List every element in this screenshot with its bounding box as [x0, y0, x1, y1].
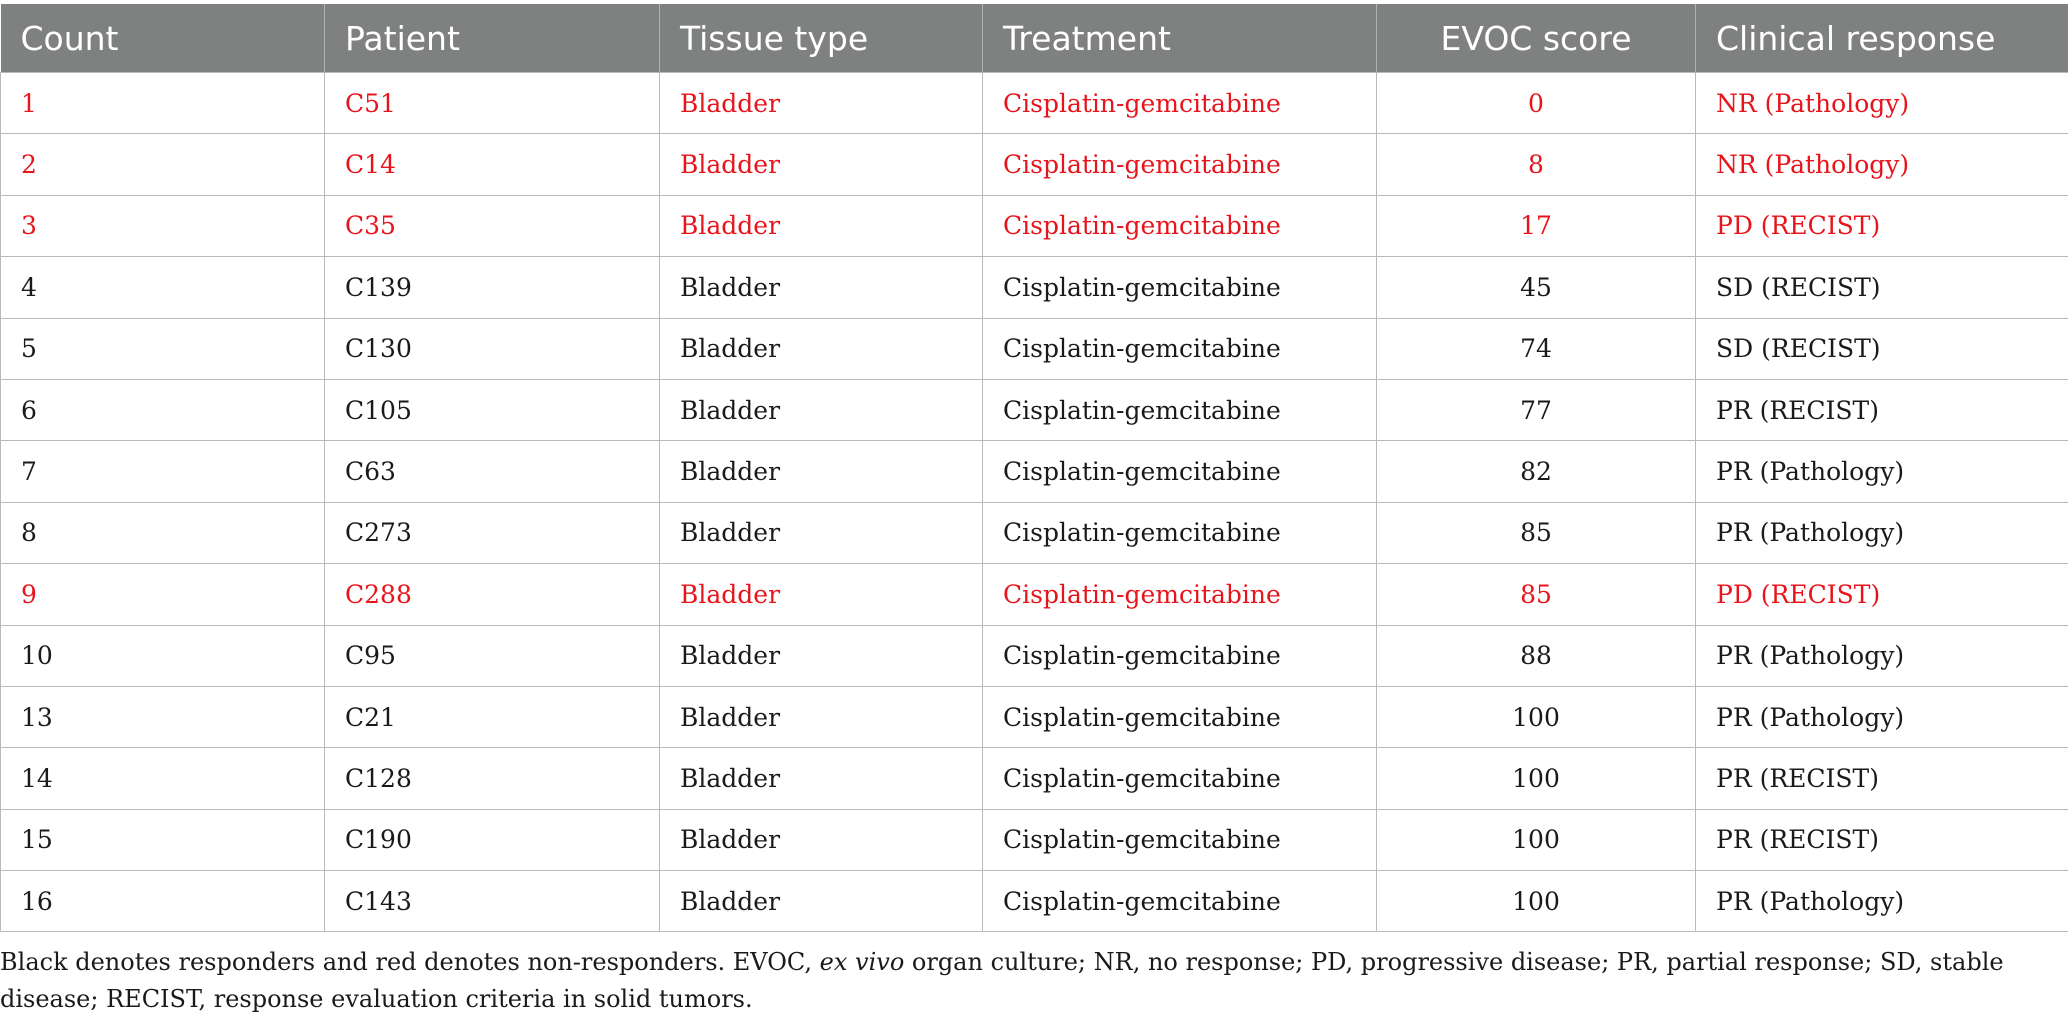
cell-evoc-score: 77 — [1377, 379, 1696, 440]
table-row — [1, 748, 2068, 809]
cell-count: 16 — [1, 871, 325, 932]
cell-treatment: Cisplatin-gemcitabine — [983, 257, 1377, 318]
table-row — [1, 625, 2068, 686]
table-row — [1, 134, 2068, 195]
cell-treatment: Cisplatin-gemcitabine — [983, 748, 1377, 809]
table-row — [1, 318, 2068, 379]
table-row — [1, 441, 2068, 502]
cell-evoc-score: 100 — [1377, 686, 1696, 747]
cell-patient: C139 — [325, 257, 660, 318]
cell-patient: C288 — [325, 564, 660, 625]
cell-tissue-type: Bladder — [660, 379, 983, 440]
cell-tissue-type: Bladder — [660, 134, 983, 195]
cell-evoc-score: 17 — [1377, 195, 1696, 256]
cell-patient: C63 — [325, 441, 660, 502]
cell-count: 5 — [1, 318, 325, 379]
cell-evoc-score: 0 — [1377, 73, 1696, 134]
cell-patient: C14 — [325, 134, 660, 195]
cell-tissue-type: Bladder — [660, 625, 983, 686]
cell-clinical-response: PR (Pathology) — [1696, 625, 2068, 686]
results-table — [0, 4, 2068, 932]
cell-clinical-response: PD (RECIST) — [1696, 564, 2068, 625]
footnote-text-1: Black denotes responders and red denotes non-responders. EVOC, — [0, 948, 820, 976]
table-row — [1, 686, 2068, 747]
cell-patient: C190 — [325, 809, 660, 870]
cell-count: 8 — [1, 502, 325, 563]
cell-clinical-response: PR (RECIST) — [1696, 748, 2068, 809]
cell-treatment: Cisplatin-gemcitabine — [983, 73, 1377, 134]
cell-count: 3 — [1, 195, 325, 256]
cell-patient: C273 — [325, 502, 660, 563]
cell-treatment: Cisplatin-gemcitabine — [983, 195, 1377, 256]
cell-patient: C35 — [325, 195, 660, 256]
cell-evoc-score: 8 — [1377, 134, 1696, 195]
cell-treatment: Cisplatin-gemcitabine — [983, 379, 1377, 440]
cell-count: 13 — [1, 686, 325, 747]
cell-count: 4 — [1, 257, 325, 318]
cell-tissue-type: Bladder — [660, 871, 983, 932]
header-patient: Patient — [325, 4, 660, 73]
cell-clinical-response: PR (Pathology) — [1696, 441, 2068, 502]
cell-count: 15 — [1, 809, 325, 870]
cell-patient: C95 — [325, 625, 660, 686]
header-clinical-response: Clinical response — [1696, 4, 2068, 73]
cell-count: 2 — [1, 134, 325, 195]
cell-clinical-response: NR (Pathology) — [1696, 134, 2068, 195]
table-row — [1, 257, 2068, 318]
cell-clinical-response: PR (RECIST) — [1696, 809, 2068, 870]
cell-treatment: Cisplatin-gemcitabine — [983, 502, 1377, 563]
cell-patient: C105 — [325, 379, 660, 440]
cell-clinical-response: SD (RECIST) — [1696, 257, 2068, 318]
cell-patient: C128 — [325, 748, 660, 809]
header-evoc-score: EVOC score — [1377, 4, 1696, 73]
cell-evoc-score: 85 — [1377, 502, 1696, 563]
header-treatment: Treatment — [983, 4, 1377, 73]
cell-clinical-response: PR (Pathology) — [1696, 502, 2068, 563]
footnote-text-2: organ culture; NR, no response; PD, progressive disease; PR, partial response; SD, stable disease; RECIST, response evaluation criteria in solid tumors. — [0, 948, 2004, 1013]
cell-tissue-type: Bladder — [660, 318, 983, 379]
cell-count: 9 — [1, 564, 325, 625]
cell-count: 6 — [1, 379, 325, 440]
cell-clinical-response: PR (Pathology) — [1696, 686, 2068, 747]
cell-patient: C143 — [325, 871, 660, 932]
table-footnote — [0, 944, 2050, 1018]
cell-tissue-type: Bladder — [660, 502, 983, 563]
cell-treatment: Cisplatin-gemcitabine — [983, 686, 1377, 747]
footnote-italic: ex vivo — [819, 948, 905, 976]
cell-evoc-score: 82 — [1377, 441, 1696, 502]
cell-count: 14 — [1, 748, 325, 809]
header-tissue-type: Tissue type — [660, 4, 983, 73]
cell-patient: C130 — [325, 318, 660, 379]
cell-count: 10 — [1, 625, 325, 686]
cell-treatment: Cisplatin-gemcitabine — [983, 441, 1377, 502]
cell-evoc-score: 100 — [1377, 871, 1696, 932]
header-row — [1, 4, 2068, 73]
cell-treatment: Cisplatin-gemcitabine — [983, 871, 1377, 932]
cell-tissue-type: Bladder — [660, 257, 983, 318]
cell-tissue-type: Bladder — [660, 809, 983, 870]
cell-tissue-type: Bladder — [660, 686, 983, 747]
cell-evoc-score: 100 — [1377, 809, 1696, 870]
cell-clinical-response: SD (RECIST) — [1696, 318, 2068, 379]
header-count: Count — [1, 4, 325, 73]
cell-patient: C51 — [325, 73, 660, 134]
cell-count: 1 — [1, 73, 325, 134]
table-row — [1, 502, 2068, 563]
cell-evoc-score: 100 — [1377, 748, 1696, 809]
cell-treatment: Cisplatin-gemcitabine — [983, 564, 1377, 625]
cell-clinical-response: NR (Pathology) — [1696, 73, 2068, 134]
cell-tissue-type: Bladder — [660, 195, 983, 256]
cell-treatment: Cisplatin-gemcitabine — [983, 318, 1377, 379]
cell-tissue-type: Bladder — [660, 73, 983, 134]
cell-treatment: Cisplatin-gemcitabine — [983, 809, 1377, 870]
cell-tissue-type: Bladder — [660, 564, 983, 625]
cell-count: 7 — [1, 441, 325, 502]
cell-treatment: Cisplatin-gemcitabine — [983, 134, 1377, 195]
cell-evoc-score: 88 — [1377, 625, 1696, 686]
cell-evoc-score: 74 — [1377, 318, 1696, 379]
cell-patient: C21 — [325, 686, 660, 747]
cell-clinical-response: PD (RECIST) — [1696, 195, 2068, 256]
cell-evoc-score: 45 — [1377, 257, 1696, 318]
table-row — [1, 871, 2068, 932]
cell-clinical-response: PR (RECIST) — [1696, 379, 2068, 440]
table-row — [1, 73, 2068, 134]
table-row — [1, 564, 2068, 625]
cell-clinical-response: PR (Pathology) — [1696, 871, 2068, 932]
table-body — [1, 73, 2068, 932]
cell-tissue-type: Bladder — [660, 441, 983, 502]
cell-tissue-type: Bladder — [660, 748, 983, 809]
table-row — [1, 195, 2068, 256]
cell-treatment: Cisplatin-gemcitabine — [983, 625, 1377, 686]
table-row — [1, 379, 2068, 440]
table-row — [1, 809, 2068, 870]
cell-evoc-score: 85 — [1377, 564, 1696, 625]
